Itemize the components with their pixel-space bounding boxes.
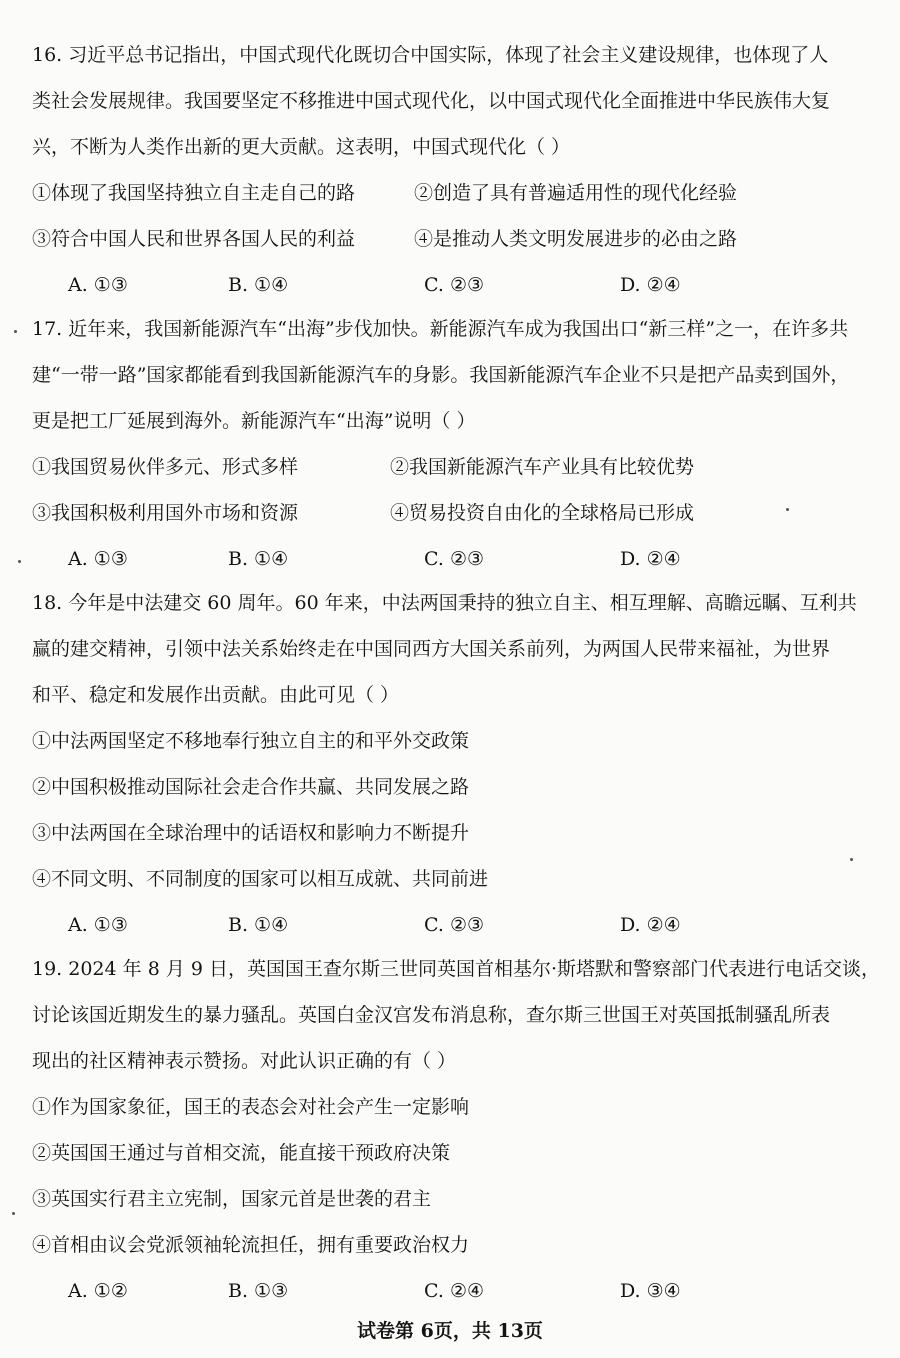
- question-18-option-1: ①中法两国坚定不移地奉行独立自主的和平外交政策: [32, 730, 470, 752]
- question-17-stem-line-1: 17. 近年来，我国新能源汽车“出海”步伐加快。新能源汽车成为我国出口“新三样”之一，在许多共: [32, 318, 849, 340]
- question-17-option-4: ④贸易投资自由化的全球格局已形成: [390, 502, 695, 524]
- question-18-option-4: ④不同文明、不同制度的国家可以相互成就、共同前进: [32, 868, 489, 890]
- question-18-option-3: ③中法两国在全球治理中的话语权和影响力不断提升: [32, 822, 470, 844]
- question-19-option-3: ③英国实行君主立宪制，国家元首是世袭的君主: [32, 1188, 432, 1210]
- question-17-answer-d[interactable]: D. ②④: [620, 548, 681, 570]
- question-19-option-2: ②英国国王通过与首相交流，能直接干预政府决策: [32, 1142, 451, 1164]
- scan-speck: [14, 330, 17, 333]
- question-17-answer-a[interactable]: A. ①③: [68, 548, 128, 570]
- question-16-stem-line-2: 类社会发展规律。我国要坚定不移推进中国式现代化，以中国式现代化全面推进中华民族伟大复: [32, 90, 831, 112]
- question-16-stem-line-1: 16. 习近平总书记指出，中国式现代化既切合中国实际，体现了社会主义建设规律，也体现了人: [32, 44, 829, 66]
- question-19-answer-d[interactable]: D. ③④: [620, 1280, 681, 1302]
- question-18-answer-c[interactable]: C. ②③: [424, 914, 485, 936]
- question-19-answer-c[interactable]: C. ②④: [424, 1280, 485, 1302]
- question-17-options-row-2: [32, 500, 876, 546]
- question-18-answer-b[interactable]: B. ①④: [228, 914, 289, 936]
- scan-speck: [12, 1212, 15, 1215]
- question-16-option-1: ①体现了我国坚持独立自主走自己的路: [32, 182, 356, 204]
- scan-speck: [18, 560, 21, 563]
- question-19: [32, 956, 881, 1324]
- question-16-option-3: ③符合中国人民和世界各国人民的利益: [32, 228, 356, 250]
- question-17-answer-b[interactable]: B. ①④: [228, 548, 289, 570]
- question-17-options-row-1: [32, 454, 876, 500]
- question-18-answer-a[interactable]: A. ①③: [68, 914, 128, 936]
- question-18-answers: [32, 912, 876, 958]
- question-16-options-row-2: [32, 226, 876, 272]
- question-17-option-3: ③我国积极利用国外市场和资源: [32, 502, 299, 524]
- question-16-option-2: ②创造了具有普遍适用性的现代化经验: [414, 182, 738, 204]
- question-18-option-2: ②中国积极推动国际社会走合作共赢、共同发展之路: [32, 776, 470, 798]
- question-16-answer-b[interactable]: B. ①④: [228, 274, 289, 296]
- question-19-option-4: ④首相由议会党派领袖轮流担任，拥有重要政治权力: [32, 1234, 470, 1256]
- question-18-stem-line-2: 赢的建交精神，引领中法关系始终走在中国同西方大国关系前列，为两国人民带来福祉，为世界: [32, 638, 831, 660]
- question-17-answer-c[interactable]: C. ②③: [424, 548, 485, 570]
- question-19-stem-line-1: 19. 2024 年 8 月 9 日，英国国王查尔斯三世同英国首相基尔·斯塔默和警察部门代表进行电话交谈，: [32, 958, 881, 980]
- question-19-stem-line-3: 现出的社区精神表示赞扬。对此认识正确的有（ ）: [32, 1050, 457, 1072]
- question-18-stem-line-3: 和平、稳定和发展作出贡献。由此可见（ ）: [32, 684, 400, 706]
- question-16-options-row-1: [32, 180, 876, 226]
- question-19-answer-a[interactable]: A. ①②: [68, 1280, 128, 1302]
- question-19-option-1: ①作为国家象征，国王的表态会对社会产生一定影响: [32, 1096, 470, 1118]
- question-17-option-1: ①我国贸易伙伴多元、形式多样: [32, 456, 299, 478]
- question-16-answer-a[interactable]: A. ①③: [68, 274, 128, 296]
- question-16-answers: [32, 272, 876, 318]
- question-18-stem-line-1: 18. 今年是中法建交 60 周年。60 年来，中法两国秉持的独立自主、相互理解、高瞻远瞩、互利共: [32, 592, 857, 614]
- question-17: [32, 316, 876, 592]
- question-18: [32, 590, 876, 958]
- scan-speck: [850, 858, 853, 861]
- question-17-option-2: ②我国新能源汽车产业具有比较优势: [390, 456, 695, 478]
- scan-speck: [786, 508, 789, 511]
- question-17-stem-line-3: 更是把工厂延展到海外。新能源汽车“出海”说明（ ）: [32, 410, 476, 432]
- question-16-answer-d[interactable]: D. ②④: [620, 274, 681, 296]
- question-18-answer-d[interactable]: D. ②④: [620, 914, 681, 936]
- question-16-option-4: ④是推动人类文明发展进步的必由之路: [414, 228, 738, 250]
- question-16: [32, 42, 876, 318]
- question-19-answer-b[interactable]: B. ①③: [228, 1280, 289, 1302]
- question-17-stem-line-2: 建“一带一路”国家都能看到我国新能源汽车的身影。我国新能源汽车企业不只是把产品卖到国外，: [32, 364, 850, 386]
- question-16-stem-line-3: 兴，不断为人类作出新的更大贡献。这表明，中国式现代化（ ）: [32, 136, 571, 158]
- question-17-answers: [32, 546, 876, 592]
- page-footer: 试卷第 6页，共 13页: [357, 1320, 543, 1342]
- question-16-answer-c[interactable]: C. ②③: [424, 274, 485, 296]
- question-19-stem-line-2: 讨论该国近期发生的暴力骚乱。英国白金汉宫发布消息称，查尔斯三世国王对英国抵制骚乱所表: [32, 1004, 831, 1026]
